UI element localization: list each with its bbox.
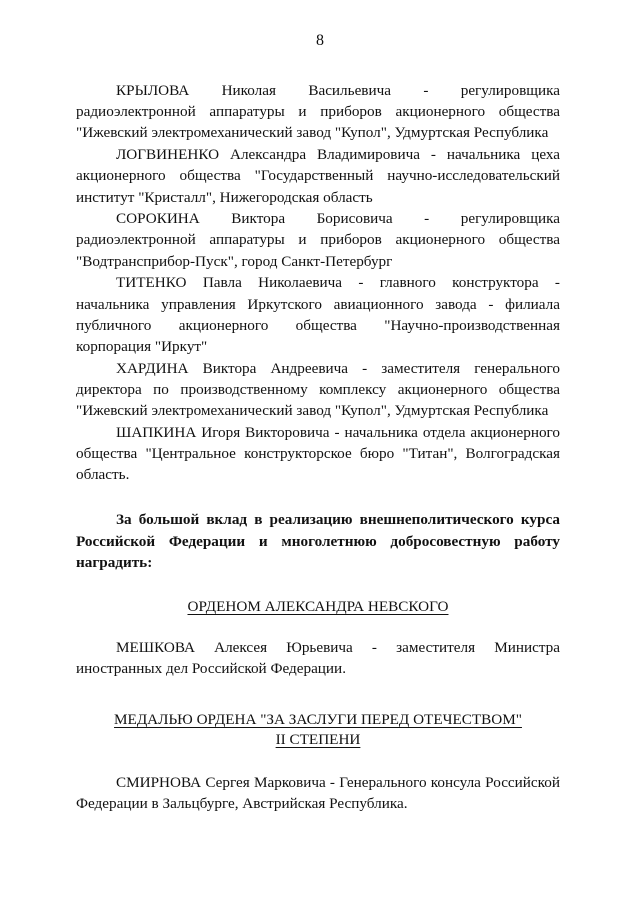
award-recipients-list [76,80,560,485]
award-heading-line: II СТЕПЕНИ [275,731,361,749]
recipient-entry: ТИТЕНКО Павла Николаевича - главного конструктора - начальника управления Иркутского авиационного завода - филиала публичного акционерного общества "Научно-производственная корпорация "Иркут" [76,274,560,355]
recipient-entry: ШАПКИНА Игоря Викторовича - начальника отдела акционерного общества "Центральное конструкторское бюро "Титан", Волгоградская область. [76,423,560,484]
document-body [76,80,560,815]
page-number: 8 [316,32,324,49]
recipient-entry: СМИРНОВА Сергея Марковича - Генерального консула Российской Федерации в Зальцбурге, Австрийская Республика. [76,774,560,813]
recipient-entry: ЛОГВИНЕНКО Александра Владимировича - начальника цеха акционерного общества "Государственный научно-исследовательский институт "Кристалл", Нижегородская область [76,146,560,206]
award-heading-medal-order-merit [76,710,560,750]
award-heading-order-alexander-nevsky: ОРДЕНОМ АЛЕКСАНДРА НЕВСКОГО [187,597,449,615]
recipient-entry: КРЫЛОВА Николая Васильевича - регулировщика радиоэлектронной аппаратуры и приборов акционерного общества "Ижевский электромеханический завод "Купол", Удмуртская Республика [76,82,560,142]
award-heading-line: МЕДАЛЬЮ ОРДЕНА "ЗА ЗАСЛУГИ ПЕРЕД ОТЕЧЕСТВОМ" [114,711,522,729]
recipient-entry: СОРОКИНА Виктора Борисовича - регулировщика радиоэлектронной аппаратуры и приборов акционерного общества "Водтрансприбор-Пуск", город Санкт-Петербург [76,210,560,270]
decree-statement: За большой вклад в реализацию внешнеполитического курса Российской Федерации и многолетнюю добросовестную работу наградить: [76,511,560,572]
recipient-entry: ХАРДИНА Виктора Андреевича - заместителя генерального директора по производственному комплексу акционерного общества "Ижевский электромеханический завод "Купол", Удмуртская Республика [76,359,560,420]
recipient-entry: МЕШКОВА Алексея Юрьевича - заместителя Министра иностранных дел Российской Федерации. [76,638,560,678]
